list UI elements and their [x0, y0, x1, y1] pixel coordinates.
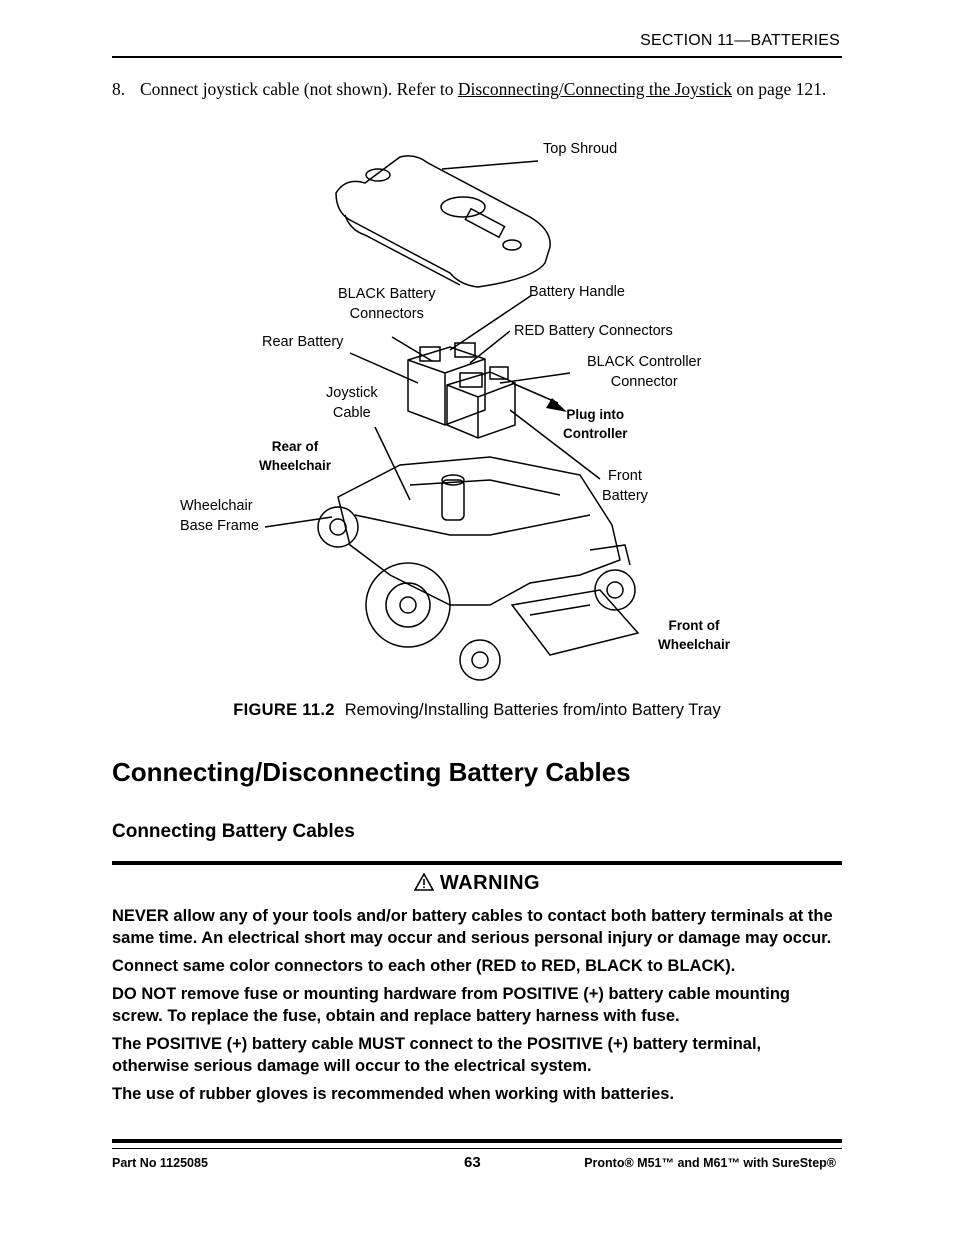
- label-joystick-cable: Joystick Cable: [326, 385, 378, 421]
- warning-title-text: WARNING: [439, 872, 541, 894]
- figure-number: FIGURE 11.2: [233, 701, 335, 719]
- warning-bottom-rule: [112, 1139, 842, 1143]
- label-top-shroud: Top Shroud: [543, 141, 618, 157]
- wheelchair-base-shape: [318, 457, 638, 680]
- label-red-battery-connectors: RED Battery Connectors: [514, 323, 673, 339]
- warning-top-rule: [112, 861, 842, 865]
- label-rear-of-wheelchair: Rear of Wheelchair: [259, 439, 332, 473]
- label-black-controller-connector: BLACK Controller Connector: [587, 354, 702, 390]
- footer-rule: [112, 1148, 842, 1149]
- footer-page-number: 63: [464, 1154, 481, 1171]
- label-battery-handle: Battery Handle: [529, 284, 625, 300]
- warning-body: [112, 905, 842, 1111]
- figure-11-2: [160, 135, 800, 695]
- footer-part-number: Part No 1125085: [112, 1156, 208, 1170]
- warning-triangle-icon: [414, 873, 434, 897]
- figure-caption: [112, 701, 842, 720]
- label-front-of-wheelchair: Front of Wheelchair: [658, 618, 731, 652]
- warning-paragraph: Connect same color connectors to each other (RED to RED, BLACK to BLACK).: [112, 957, 736, 975]
- section-header: SECTION 11—BATTERIES: [640, 32, 840, 49]
- footer-product-name: Pronto® M51™ and M61™ with SureStep®: [584, 1156, 836, 1170]
- warning-title: [112, 872, 842, 897]
- warning-paragraph: The use of rubber gloves is recommended when working with batteries.: [112, 1085, 675, 1103]
- joystick-reference-link[interactable]: Disconnecting/Connecting the Joystick: [457, 79, 732, 99]
- step-text-before: Connect joystick cable (not shown). Refer to: [140, 79, 458, 99]
- warning-paragraph: DO NOT remove fuse or mounting hardware from POSITIVE (+) battery cable mounting screw. To replace the fuse, obtain and replace battery harness with fuse.: [112, 985, 790, 1025]
- battery-tray-illustration: [160, 135, 800, 695]
- label-front-battery: Front Battery: [602, 468, 648, 504]
- step-number: 8.: [112, 79, 126, 99]
- warning-paragraph: NEVER allow any of your tools and/or battery cables to contact both battery terminals at the same time. An electrical short may occur and serious personal injury or damage may occur.: [112, 907, 833, 947]
- figure-caption-text: Removing/Installing Batteries from/into Battery Tray: [344, 701, 721, 719]
- top-shroud-shape: [336, 156, 550, 287]
- label-rear-battery: Rear Battery: [262, 334, 344, 350]
- label-plug-into-controller: Plug into Controller: [563, 407, 628, 441]
- subsection-title: Connecting Battery Cables: [112, 821, 355, 842]
- label-wheelchair-base-frame: Wheelchair Base Frame: [180, 498, 259, 534]
- front-battery-shape: [447, 367, 515, 438]
- header-rule: [112, 56, 842, 58]
- step-8: [112, 78, 842, 101]
- section-title: Connecting/Disconnecting Battery Cables: [112, 757, 631, 787]
- label-black-battery-connectors: BLACK Battery Connectors: [338, 286, 436, 322]
- step-text-after: on page 121.: [731, 79, 827, 99]
- warning-paragraph: The POSITIVE (+) battery cable MUST connect to the POSITIVE (+) battery terminal, otherwise serious damage will occur to the electrical system.: [112, 1035, 762, 1075]
